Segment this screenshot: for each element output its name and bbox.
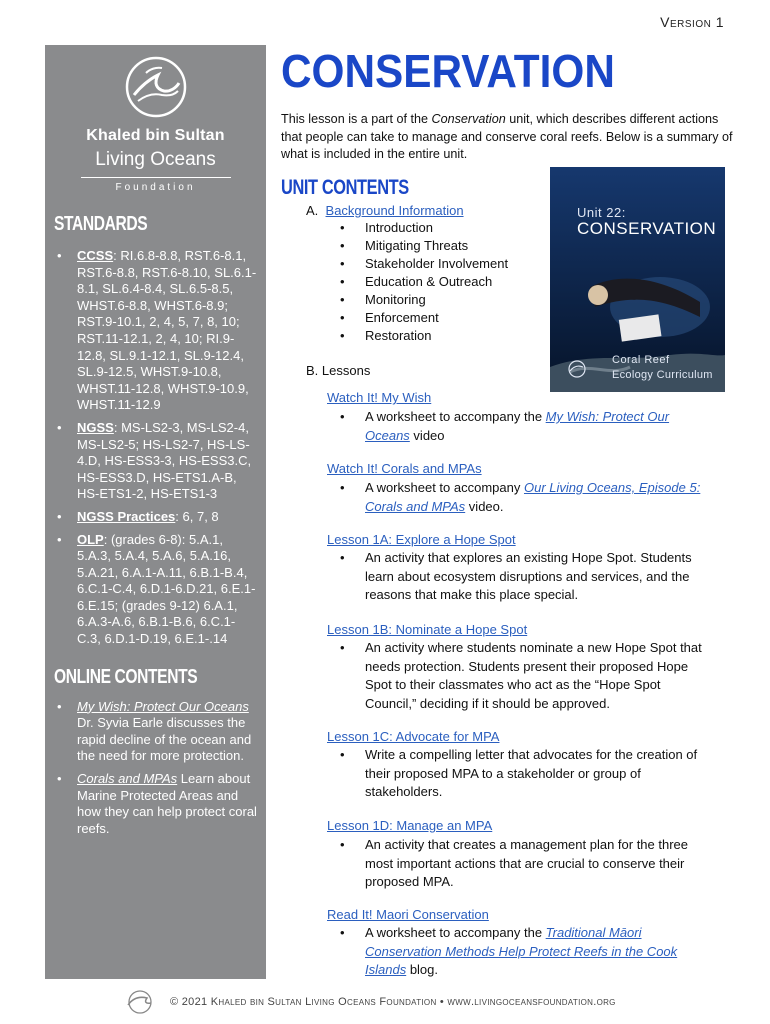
standards-list [45,248,266,648]
standard-item [54,509,258,526]
list-item: • Restoration [340,327,508,345]
standard-text: : 6, 7, 8 [175,508,219,524]
standard-text: : (grades 6-8): 5.A.1, 5.A.3, 5.A.4, 5.A.6, 5.A.16, 5.A.21, 6.A.1-A.11, 6.B.1-B.4, 6.C.1-C.4, 6.D.1-6.D.21, 6.E.1-6.E.15; (grades 9-12) 6.A.1, 6.A.3-A.6, 6.B.1-B.6, 6.C.1-C.3, 6.D.1-D.19, 6.E.1-.14 [77,531,256,647]
list-item: • Education & Outreach [340,273,508,291]
version-label: Version 1 [660,14,724,30]
intro-unit-name: Conservation [431,112,506,126]
list-item: • Introduction [340,219,508,237]
lesson-description [340,924,715,980]
lesson-description [340,639,715,713]
lesson-description [340,746,715,802]
unit-contents-heading: UNIT CONTENTS [281,176,409,199]
footer-copyright: © 2021 Khaled bin Sultan Living Oceans Foundation • www.livingoceansfoundation.org [170,996,616,1008]
lesson-description [340,479,715,516]
lesson-video-link[interactable]: My Wish: Protect Our Oceans [365,409,670,443]
logo-name-line1: Khaled bin Sultan [86,127,225,144]
intro-paragraph [281,111,736,164]
online-item [54,699,258,765]
cover-curriculum-line2: Ecology Curriculum [612,369,713,381]
logo-name-line3: Foundation [115,182,196,193]
lesson-desc-text: An activity where students nominate a new Hope Spot that needs protection. Students present their proposed Hope Spot to their classmates who act as the “Hope Spot Council,” deciding if it should be approved. [365,640,702,711]
lesson-desc-end: blog. [406,962,439,977]
cover-unit-number: Unit 22: [577,205,626,220]
online-item-text: Learn about Marine Protected Areas and how they can help protect coral reefs. [77,771,257,836]
online-contents-list [45,699,266,838]
lesson-description [340,408,715,445]
lesson-link-1a[interactable]: Lesson 1A: Explore a Hope Spot [327,532,516,547]
sidebar [45,45,266,979]
lesson-desc-text: A worksheet to accompany the [365,409,546,424]
lesson-desc-text: A worksheet to accompany [365,480,524,495]
list-item: • Enforcement [340,309,508,327]
lesson-desc-end: video [409,427,445,443]
intro-after: unit, which describes different actions that people can take to manage and conserve coral reefs. Below is a summary of what is included in the entire unit. [281,112,733,161]
lesson-description [340,549,715,605]
section-a-letter: A. [306,203,319,218]
lesson-video-link[interactable]: Our Living Oceans, Episode 5: Corals and MPAs [365,480,701,514]
background-information-link[interactable]: Background Information [325,203,464,218]
lesson-link-1b[interactable]: Lesson 1B: Nominate a Hope Spot [327,622,528,637]
section-b-label: B. Lessons [306,363,371,378]
intro-before: This lesson is a part of the [281,112,432,126]
standard-item [54,420,258,503]
lesson-desc-text: An activity that explores an existing Hope Spot. Students learn about ecosystem disruptions and services, and the reasons that make this place special. [365,550,692,602]
standard-item [54,532,258,648]
cover-title: CONSERVATION [577,219,717,238]
standard-text: : RI.6.8-8.8, RST.6-8.1, RST.6-8.8, RST.6-8.10, SL.6.1-8.1, SL.6.4-8.4, SL.6.5-8.5, WHST.6-8.8, WHST.6-8.9; RST.9-10.1, 2, 4, 5, 7, 8, 10; RST.11-12.1, 2, 4, 10; RI.9-12.8, SL.9.1-12.1, SL.9-12.4, SL.9-12.5, WHST.9-10.8, WHST.11-12.8, WHST.9-10.9, WHST.11-12.9 [77,248,257,413]
lesson-link-1c[interactable]: Lesson 1C: Advocate for MPA [327,729,500,744]
lesson-blog-link[interactable]: Traditional Māori Conservation Methods Help Protect Reefs in the Cook Islands [365,925,678,977]
lesson-desc-text: Write a compelling letter that advocates for the creation of their proposed MPA to a stakeholder or group of stakeholders. [365,747,698,799]
standard-key: OLP [77,531,104,547]
lesson-link-watch-my-wish[interactable]: Watch It! My Wish [327,390,432,405]
online-contents-heading: ONLINE CONTENTS [54,665,198,688]
lesson-description [340,836,715,892]
logo-divider [81,177,231,178]
foundation-logo [45,45,266,193]
footer-foundation-logo-icon [120,989,160,1015]
online-link-my-wish[interactable]: My Wish: Protect Our Oceans [77,698,249,714]
lesson-link-1d[interactable]: Lesson 1D: Manage an MPA [327,818,493,833]
standard-text: : MS-LS2-3, MS-LS2-4, MS-LS2-5; HS-LS2-7, HS-LS-4.D, HS-ESS3-3, HS-ESS3.C, HS-ESS3.D, HS-ETS1.A-B, HS-ETS1-2, HS-ETS1-3 [77,419,252,502]
logo-name-line2: Living Oceans [95,149,216,170]
cover-curriculum-line1: Coral Reef [612,354,670,366]
cover-foundation-logo-icon [564,359,590,379]
online-link-corals-mpas[interactable]: Corals and MPAs [77,771,178,787]
standard-item [54,248,258,414]
list-item: • Mitigating Threats [340,237,508,255]
lesson-desc-end: video. [465,498,504,514]
lesson-desc-text: An activity that creates a management plan for the three most important actions that are crucial to conserve their proposed MPA. [365,837,689,889]
standards-heading: STANDARDS [54,213,148,235]
wave-logo-icon [124,55,188,119]
lesson-desc-text: A worksheet to accompany the [365,925,546,940]
standard-key: NGSS [77,419,114,435]
standard-key: CCSS [77,248,114,263]
page-title: CONSERVATION [281,45,615,97]
lesson-link-maori[interactable]: Read It! Maori Conservation [327,907,489,922]
footer [120,988,660,1016]
lesson-link-watch-corals-mpas[interactable]: Watch It! Corals and MPAs [327,461,482,476]
background-items-list [340,219,508,345]
online-item-text: Dr. Syvia Earle discusses the rapid decline of the ocean and the need for more protection. [77,715,252,764]
unit-cover-image [550,167,725,392]
list-item: • Monitoring [340,291,508,309]
standard-key: NGSS Practices [77,508,176,524]
online-item [54,771,258,837]
section-a [306,203,464,218]
list-item: • Stakeholder Involvement [340,255,508,273]
